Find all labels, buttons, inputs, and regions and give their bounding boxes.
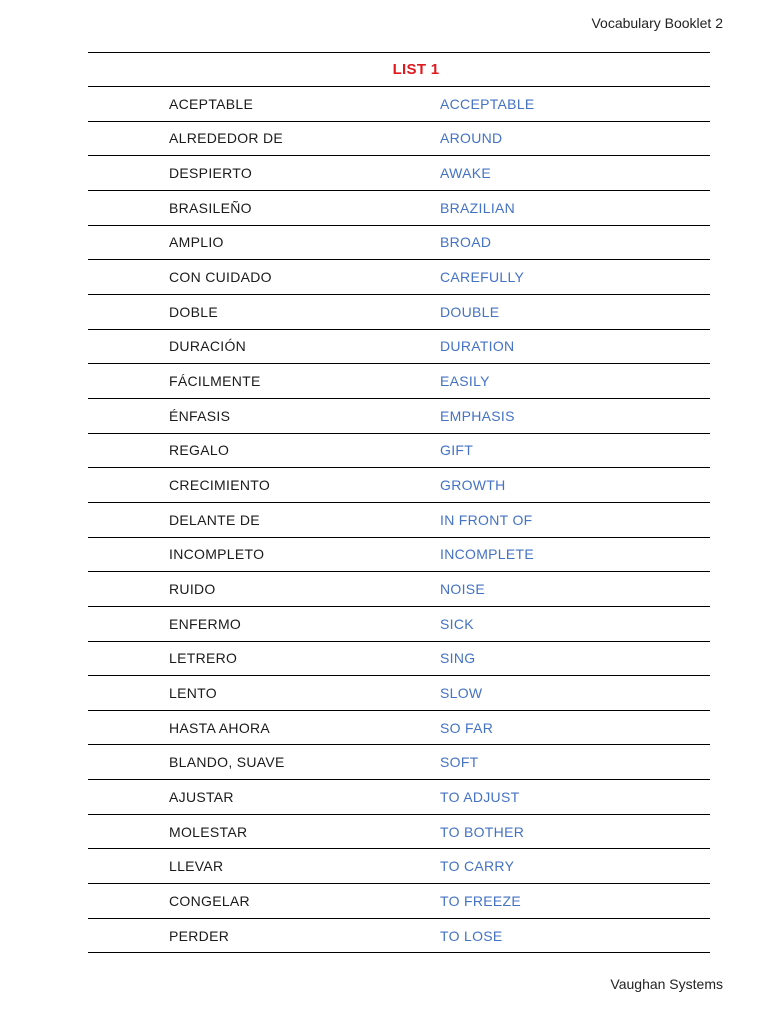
spanish-term: PERDER	[169, 927, 230, 944]
english-term: IN FRONT OF	[440, 511, 533, 528]
english-term: ACCEPTABLE	[440, 95, 535, 112]
english-term: SOFT	[440, 754, 479, 771]
vocab-row	[88, 364, 710, 399]
list-title-row	[88, 53, 710, 87]
english-term: SICK	[440, 615, 474, 632]
page-footer-text: Vaughan Systems	[610, 976, 723, 992]
vocab-row	[88, 434, 710, 469]
vocab-row	[88, 226, 710, 261]
spanish-term: LLEVAR	[169, 858, 224, 875]
vocab-row	[88, 87, 710, 122]
english-term: TO BOTHER	[440, 823, 525, 840]
vocab-row	[88, 295, 710, 330]
spanish-term: ENFERMO	[169, 615, 242, 632]
spanish-term: DESPIERTO	[169, 165, 253, 182]
english-term: INCOMPLETE	[440, 546, 535, 563]
spanish-term: AJUSTAR	[169, 788, 234, 805]
spanish-term: CRECIMIENTO	[169, 477, 271, 494]
spanish-term: CONGELAR	[169, 892, 250, 909]
vocab-row	[88, 745, 710, 780]
spanish-term: HASTA AHORA	[169, 719, 271, 736]
english-term: TO ADJUST	[440, 788, 520, 805]
spanish-term: AMPLIO	[169, 234, 224, 251]
vocab-row	[88, 260, 710, 295]
english-term: AWAKE	[440, 165, 492, 182]
english-term: GIFT	[440, 442, 474, 459]
english-term: NOISE	[440, 581, 486, 598]
vocab-row	[88, 676, 710, 711]
english-term: BRAZILIAN	[440, 199, 516, 216]
page-header-title: Vocabulary Booklet 2	[591, 15, 723, 31]
spanish-term: ACEPTABLE	[169, 95, 254, 112]
english-term: TO CARRY	[440, 858, 515, 875]
spanish-term: BLANDO, SUAVE	[169, 754, 285, 771]
vocab-row	[88, 122, 710, 157]
english-term: EASILY	[440, 373, 490, 390]
spanish-term: ÉNFASIS	[169, 407, 231, 424]
spanish-term: RUIDO	[169, 581, 216, 598]
spanish-term: MOLESTAR	[169, 823, 248, 840]
vocabulary-rows	[88, 87, 710, 953]
spanish-term: LETRERO	[169, 650, 238, 667]
english-term: TO LOSE	[440, 927, 503, 944]
list-title: LIST 1	[392, 61, 440, 78]
spanish-term: DELANTE DE	[169, 511, 260, 528]
vocab-row	[88, 884, 710, 919]
spanish-term: LENTO	[169, 684, 217, 701]
english-term: CAREFULLY	[440, 269, 525, 286]
vocab-row	[88, 468, 710, 503]
vocab-row	[88, 849, 710, 884]
spanish-term: DURACIÓN	[169, 338, 247, 355]
vocab-row	[88, 607, 710, 642]
spanish-term: ALREDEDOR DE	[169, 130, 284, 147]
english-term: SLOW	[440, 684, 483, 701]
vocab-row	[88, 503, 710, 538]
spanish-term: BRASILEÑO	[169, 199, 252, 216]
vocabulary-table	[88, 52, 710, 953]
vocab-row	[88, 330, 710, 365]
english-term: DOUBLE	[440, 303, 500, 320]
english-term: DURATION	[440, 338, 515, 355]
english-term: TO FREEZE	[440, 892, 522, 909]
vocab-row	[88, 815, 710, 850]
vocab-row	[88, 538, 710, 573]
vocab-row	[88, 191, 710, 226]
spanish-term: REGALO	[169, 442, 230, 459]
english-term: BROAD	[440, 234, 492, 251]
english-term: EMPHASIS	[440, 407, 515, 424]
spanish-term: CON CUIDADO	[169, 269, 272, 286]
vocab-row	[88, 711, 710, 746]
english-term: AROUND	[440, 130, 503, 147]
english-term: GROWTH	[440, 477, 506, 494]
spanish-term: DOBLE	[169, 303, 218, 320]
spanish-term: FÁCILMENTE	[169, 373, 261, 390]
vocab-row	[88, 572, 710, 607]
vocab-row	[88, 919, 710, 954]
vocab-row	[88, 642, 710, 677]
vocab-row	[88, 780, 710, 815]
spanish-term: INCOMPLETO	[169, 546, 265, 563]
vocab-row	[88, 156, 710, 191]
english-term: SING	[440, 650, 476, 667]
english-term: SO FAR	[440, 719, 494, 736]
vocab-row	[88, 399, 710, 434]
